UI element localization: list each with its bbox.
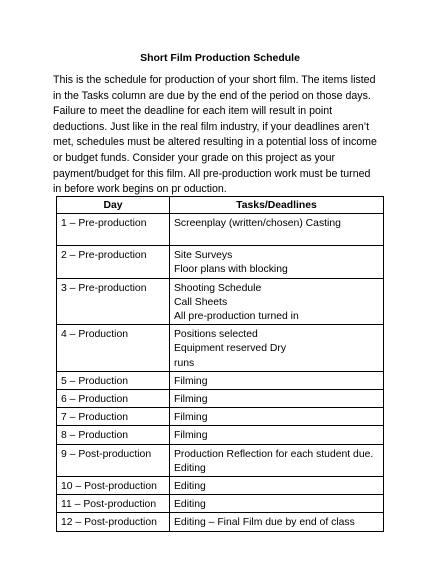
day-cell: 11 – Post-production: [57, 495, 170, 513]
table-row: [57, 325, 384, 372]
document-title: Short Film Production Schedule: [140, 52, 300, 64]
day-cell: 7 – Production: [57, 408, 170, 426]
table-row: [57, 246, 384, 278]
task-line: Positions selected: [174, 329, 258, 341]
header-day: Day: [57, 197, 170, 214]
schedule-table: [56, 196, 384, 532]
table-row: [57, 390, 384, 408]
day-cell: 8 – Production: [57, 426, 170, 444]
intro-line: This is the schedule for production of your short film. The items listed: [53, 74, 376, 86]
day-cell: 9 – Post-production: [57, 444, 170, 476]
table-row: [57, 371, 384, 389]
task-line: All pre-production turned in: [174, 311, 299, 323]
task-line: Editing: [174, 499, 206, 511]
intro-paragraph: [53, 73, 393, 198]
task-line: Filming: [174, 375, 208, 387]
tasks-cell: [170, 278, 384, 325]
task-line: Editing: [174, 462, 206, 474]
day-cell: 6 – Production: [57, 390, 170, 408]
intro-line: or budget funds. Consider your grade on this project as your: [53, 151, 336, 164]
table-row: [57, 495, 384, 513]
intro-line: Failure to meet the deadline for each item will result in point: [53, 105, 333, 118]
intro-line: in before work begins on pr oduction.: [53, 183, 227, 196]
tasks-cell: [170, 513, 384, 531]
tasks-cell: [170, 495, 384, 513]
tasks-cell: [170, 444, 384, 476]
tasks-cell: [170, 214, 384, 246]
task-line: Site Surveys: [174, 250, 233, 262]
task-line: Floor plans with blocking: [174, 264, 288, 276]
tasks-cell: [170, 246, 384, 278]
table-row: [57, 477, 384, 495]
table-row: [57, 408, 384, 426]
tasks-cell: [170, 325, 384, 372]
table-header-row: [57, 197, 384, 214]
task-line: Equipment reserved Dry: [174, 343, 287, 355]
task-line: Editing – Final Film due by end of class: [174, 517, 355, 529]
tasks-cell: [170, 390, 384, 408]
day-cell: 1 – Pre-production: [57, 214, 170, 246]
day-cell: 2 – Pre-production: [57, 246, 170, 278]
task-line: runs: [174, 357, 195, 369]
table-row: [57, 278, 384, 325]
task-line: Filming: [174, 412, 208, 424]
day-cell: 12 – Post-production: [57, 513, 170, 531]
task-line: Screenplay (written/chosen) Casting: [174, 218, 341, 230]
intro-line: deductions. Just like in the real film industry, if your deadlines aren’t: [53, 120, 370, 133]
day-cell: 4 – Production: [57, 325, 170, 372]
tasks-cell: [170, 371, 384, 389]
table-row: [57, 513, 384, 531]
intro-line: met, schedules must be altered resulting in a potential loss of income: [53, 136, 377, 149]
tasks-cell: [170, 426, 384, 444]
table-row: [57, 426, 384, 444]
header-tasks: Tasks/Deadlines: [170, 197, 384, 214]
tasks-cell: [170, 408, 384, 426]
table-row: [57, 214, 384, 246]
tasks-cell: [170, 477, 384, 495]
task-line: Shooting Schedule: [174, 282, 262, 294]
task-line: Editing: [174, 481, 206, 493]
day-cell: 10 – Post-production: [57, 477, 170, 495]
task-line: Filming: [174, 430, 208, 442]
day-cell: 5 – Production: [57, 371, 170, 389]
table-row: [57, 444, 384, 476]
day-cell: 3 – Pre-production: [57, 278, 170, 325]
task-line: Call Sheets: [174, 296, 228, 308]
intro-line: payment/budget for this film. All pre-production work must be turned: [53, 167, 371, 180]
task-line: Production Reflection for each student due.: [174, 448, 374, 460]
intro-line: in the Tasks column are due by the end of the period on those days.: [53, 89, 371, 102]
task-line: Filming: [174, 394, 208, 406]
